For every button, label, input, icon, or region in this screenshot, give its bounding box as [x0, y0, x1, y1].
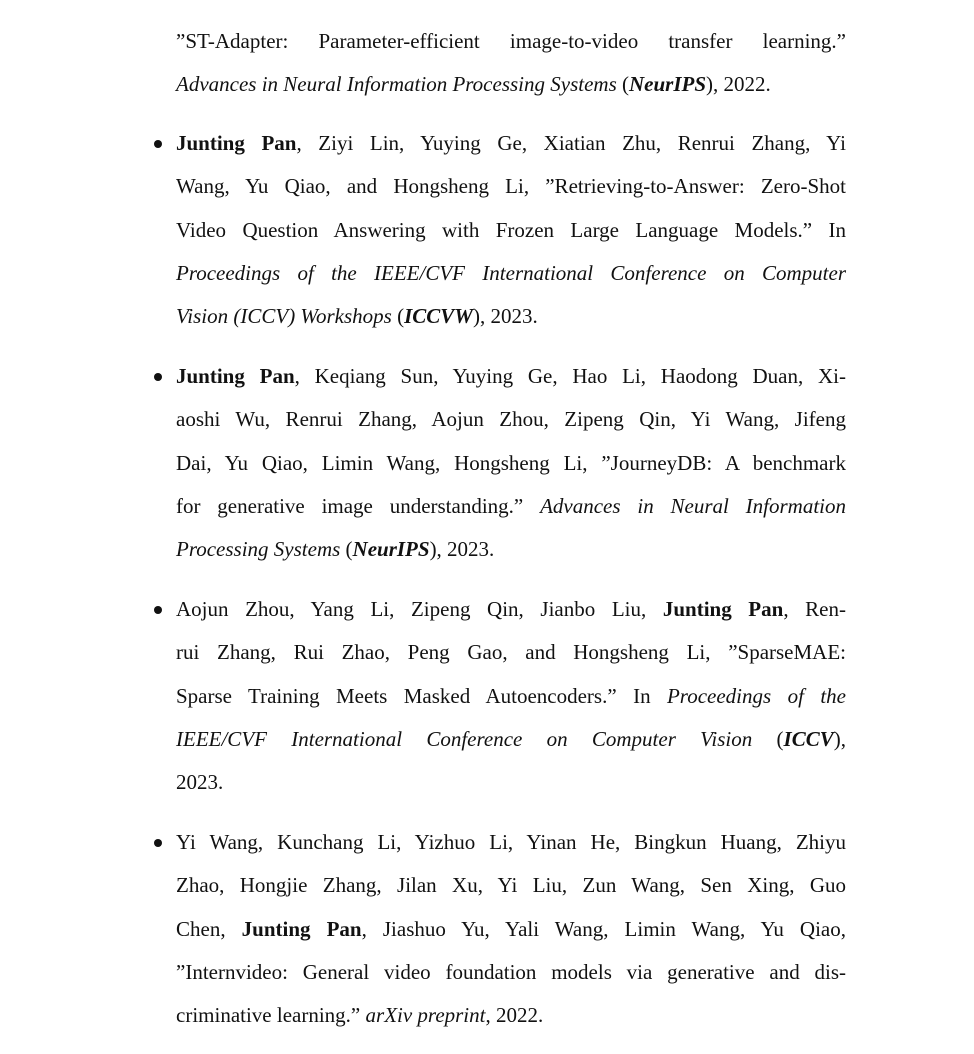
citation-text: Zhao, Hongjie Zhang, Jilan Xu, Yi Liu, Zun Wang, Sen Xing, Guo	[176, 873, 846, 898]
bullet-icon	[154, 355, 164, 398]
bullet-icon	[154, 122, 164, 165]
citation-text: Wang, Yu Qiao, and Hongsheng Li, ”Retrieving-to-Answer: Zero-Shot	[176, 174, 846, 199]
citation-line	[176, 528, 846, 571]
publication-entry	[176, 588, 846, 804]
citation-line	[176, 761, 846, 804]
highlighted-author: Junting Pan	[662, 597, 784, 621]
citation-text: , 2022.	[485, 1003, 544, 1028]
citation-line	[176, 675, 846, 718]
citation-text: (	[752, 726, 784, 751]
citation-line	[176, 631, 846, 674]
citation-line	[176, 908, 846, 951]
citation-text: ),	[833, 726, 846, 751]
highlighted-author: Junting Pan	[176, 364, 295, 388]
citation-text: criminative learning.”	[176, 1003, 366, 1028]
citation-text: , Jiashuo Yu, Yali Wang, Limin Wang, Yu Qiao,	[361, 916, 846, 941]
bullet-icon	[154, 821, 164, 864]
publication-entry	[176, 355, 846, 571]
citation-line	[176, 252, 846, 295]
venue-abbreviation: ICCVW	[404, 304, 473, 329]
venue-name: Advances in Neural Information	[540, 493, 847, 518]
citation-text: Chen,	[176, 916, 242, 941]
citation-line	[176, 209, 846, 252]
citation-text: ”Internvideo: General video foundation models via generative and dis-	[176, 959, 846, 984]
citation-text: Yi Wang, Kunchang Li, Yizhuo Li, Yinan He, Bingkun Huang, Zhiyu	[176, 830, 846, 854]
citation-text: ), 2023.	[472, 304, 538, 329]
highlighted-author: Junting Pan	[176, 131, 297, 155]
citation-text: ), 2023.	[429, 537, 495, 562]
citation-text: for generative image understanding.”	[176, 493, 541, 518]
citation-text: , Ren-	[783, 597, 846, 621]
citation-line	[176, 864, 846, 907]
venue-abbreviation: ICCV	[783, 726, 834, 751]
citation-line	[176, 442, 846, 485]
citation-line	[176, 485, 846, 528]
publication-entry	[176, 122, 846, 338]
publication-entry	[176, 821, 846, 1037]
venue-name: arXiv preprint	[365, 1003, 486, 1028]
venue-abbreviation: NeurIPS	[352, 537, 430, 562]
citation-line	[176, 122, 846, 165]
citation-line	[176, 398, 846, 441]
venue-name: Proceedings of the IEEE/CVF International Conference on Computer	[176, 260, 846, 285]
venue-name: Advances in Neural Information Processing Systems	[176, 72, 617, 97]
venue-name: Processing Systems	[176, 537, 341, 562]
citation-line	[176, 951, 846, 994]
venue-name: Vision (ICCV) Workshops	[176, 304, 392, 329]
citation-text: 2023.	[176, 770, 224, 795]
citation-line	[176, 165, 846, 208]
citation-line	[176, 994, 846, 1037]
citation-text: (	[616, 72, 629, 97]
citation-text: ”ST-Adapter: Parameter-efficient image-to-video transfer learning.”	[176, 29, 846, 53]
citation-line	[176, 718, 846, 761]
citation-text: rui Zhang, Rui Zhao, Peng Gao, and Hongsheng Li, ”SparseMAE:	[176, 640, 846, 665]
citation-text: ), 2022.	[706, 72, 771, 97]
citation-line	[176, 821, 846, 864]
venue-name: Proceedings of the	[666, 683, 846, 708]
citation-line	[176, 588, 846, 631]
venue-abbreviation: NeurIPS	[629, 72, 707, 97]
citation-text: aoshi Wu, Renrui Zhang, Aojun Zhou, Zipeng Qin, Yi Wang, Jifeng	[176, 407, 846, 432]
citation-line	[176, 20, 846, 63]
citation-line	[176, 295, 846, 338]
citation-text: Dai, Yu Qiao, Limin Wang, Hongsheng Li, ”JourneyDB: A benchmark	[176, 450, 846, 475]
highlighted-author: Junting Pan	[241, 916, 362, 941]
citation-text: (	[391, 304, 405, 329]
venue-name: IEEE/CVF International Conference on Computer Vision	[176, 726, 753, 751]
citation-text: (	[340, 537, 353, 562]
citation-text: Aojun Zhou, Yang Li, Zipeng Qin, Jianbo Liu,	[176, 597, 663, 621]
bullet-icon	[154, 588, 164, 631]
citation-line	[176, 63, 846, 106]
citation-text: Video Question Answering with Frozen Large Language Models.” In	[176, 217, 846, 242]
citation-text: , Ziyi Lin, Yuying Ge, Xiatian Zhu, Renrui Zhang, Yi	[296, 131, 847, 155]
publication-entry	[176, 20, 846, 107]
citation-text: Sparse Training Meets Masked Autoencoders.” In	[176, 683, 667, 708]
citation-line	[176, 355, 846, 398]
citation-text: , Keqiang Sun, Yuying Ge, Hao Li, Haodong Duan, Xi-	[294, 364, 846, 388]
